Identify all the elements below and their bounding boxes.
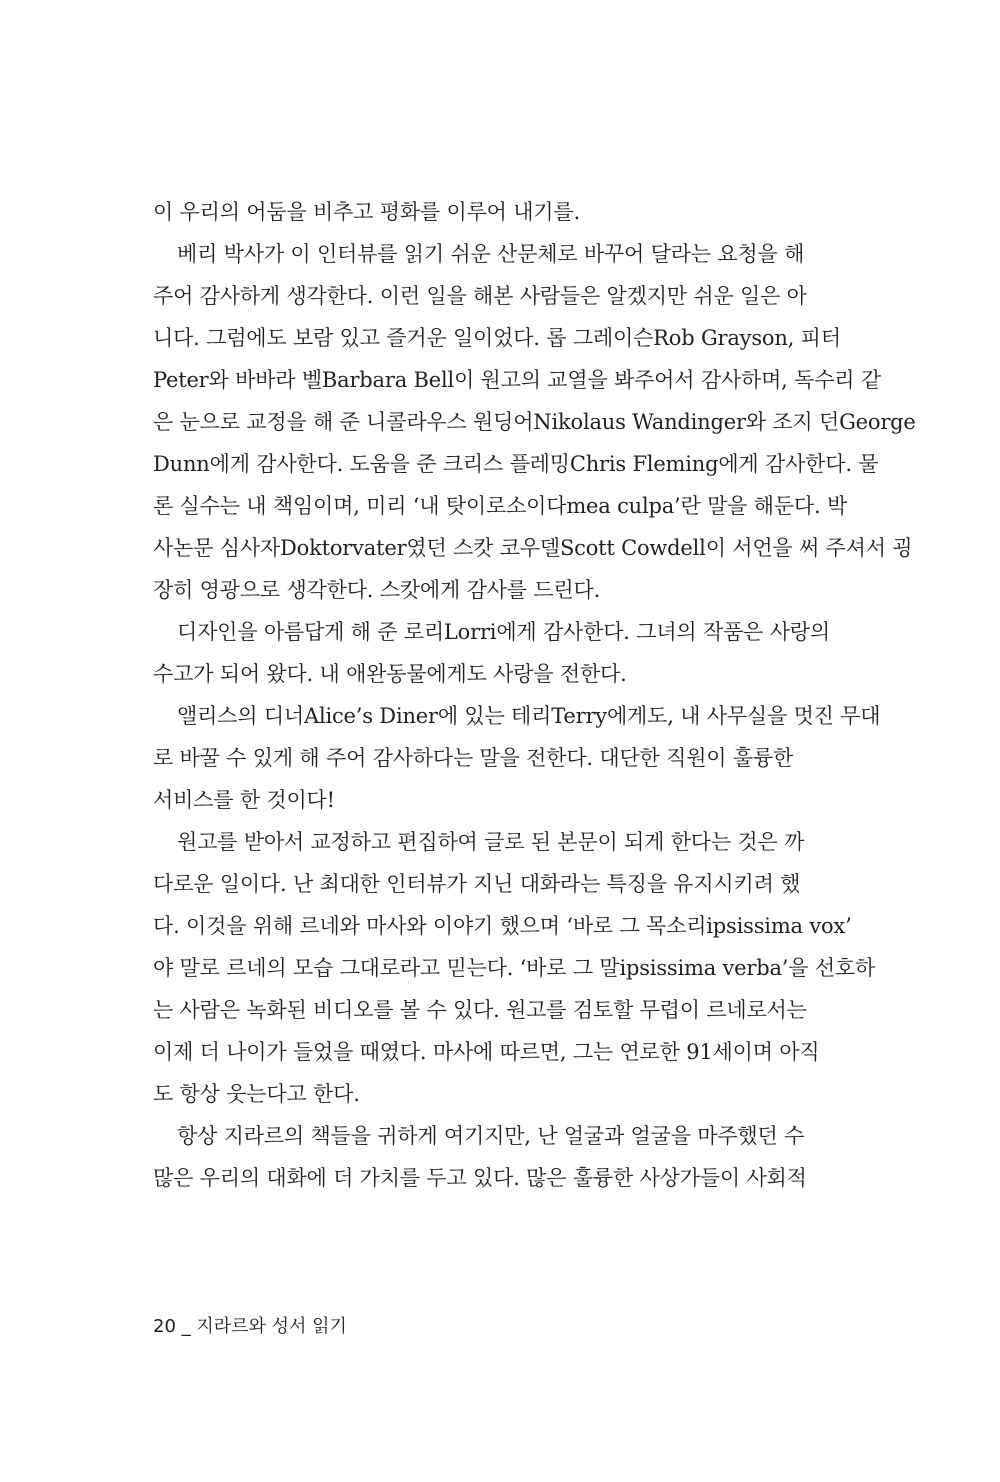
text-line: 이제 더 나이가 들었을 때였다. 마사에 따르면, 그는 연로한 91세이며 아직 xyxy=(153,1040,820,1064)
book-title: 지라르와 성서 읽기 xyxy=(196,1316,347,1337)
text-line: 이 우리의 어둠을 비추고 평화를 이루어 내기를. xyxy=(153,200,580,224)
text-line: 원고를 받아서 교정하고 편집하여 글로 된 본문이 되게 한다는 것은 까 xyxy=(177,830,805,854)
text-line: 디자인을 아름답게 해 준 로리Lorri에게 감사한다. 그녀의 작품은 사랑의 xyxy=(177,620,830,644)
text-line: 주어 감사하게 생각한다. 이런 일을 해본 사람들은 알겠지만 쉬운 일은 아 xyxy=(153,284,807,308)
text-line: 사논문 심사자Doktorvater였던 스캇 코우델Scott Cowdell이 서언을 써 주셔서 굉 xyxy=(153,536,913,560)
page-footer xyxy=(153,1312,347,1342)
text-line: 니다. 그럼에도 보람 있고 즐거운 일이었다. 롭 그레이슨Rob Grayson, 피터 xyxy=(153,326,841,350)
text-line: 다로운 일이다. 난 최대한 인터뷰가 지닌 대화라는 특징을 유지시키려 했 xyxy=(153,872,801,896)
text-line: 항상 지라르의 책들을 귀하게 여기지만, 난 얼굴과 얼굴을 마주했던 수 xyxy=(177,1124,805,1148)
text-line: 는 사람은 녹화된 비디오를 볼 수 있다. 원고를 검토할 무렵이 르네로서는 xyxy=(153,998,807,1022)
text-line: 베리 박사가 이 인터뷰를 읽기 쉬운 산문체로 바꾸어 달라는 요청을 해 xyxy=(177,242,805,266)
text-line: 론 실수는 내 책임이며, 미리 ‘내 탓이로소이다mea culpa’란 말을 해둔다. 박 xyxy=(153,494,848,518)
text-line: 서비스를 한 것이다! xyxy=(153,788,335,812)
text-line: 다. 이것을 위해 르네와 마사와 이야기 했으며 ‘바로 그 목소리ipsissima vox’ xyxy=(153,914,852,938)
text-line: 장히 영광으로 생각한다. 스캇에게 감사를 드린다. xyxy=(153,578,601,602)
text-line: Peter와 바바라 벨Barbara Bell이 원고의 교열을 봐주어서 감사하며, 독수리 같 xyxy=(153,368,881,392)
text-line: 야 말로 르네의 모습 그대로라고 믿는다. ‘바로 그 말ipsissima verba’을 선호하 xyxy=(153,956,876,980)
page-number: 20 xyxy=(153,1316,176,1337)
text-line: Dunn에게 감사한다. 도움을 준 크리스 플레밍Chris Fleming에게 감사한다. 물 xyxy=(153,452,879,476)
text-line: 많은 우리의 대화에 더 가치를 두고 있다. 많은 훌륭한 사상가들이 사회적 xyxy=(153,1166,807,1190)
footer-separator: _ xyxy=(181,1316,191,1337)
text-line: 은 눈으로 교정을 해 준 니콜라우스 원딩어Nikolaus Wandinger와 조지 던George xyxy=(153,410,916,434)
text-line: 로 바꿀 수 있게 해 주어 감사하다는 말을 전한다. 대단한 직원이 훌륭한 xyxy=(153,746,794,770)
text-line: 수고가 되어 왔다. 내 애완동물에게도 사랑을 전한다. xyxy=(153,662,627,686)
text-line: 도 항상 웃는다고 한다. xyxy=(153,1082,360,1106)
text-line: 앨리스의 디너Alice’s Diner에 있는 테리Terry에게도, 내 사무실을 멋진 무대 xyxy=(177,704,881,728)
